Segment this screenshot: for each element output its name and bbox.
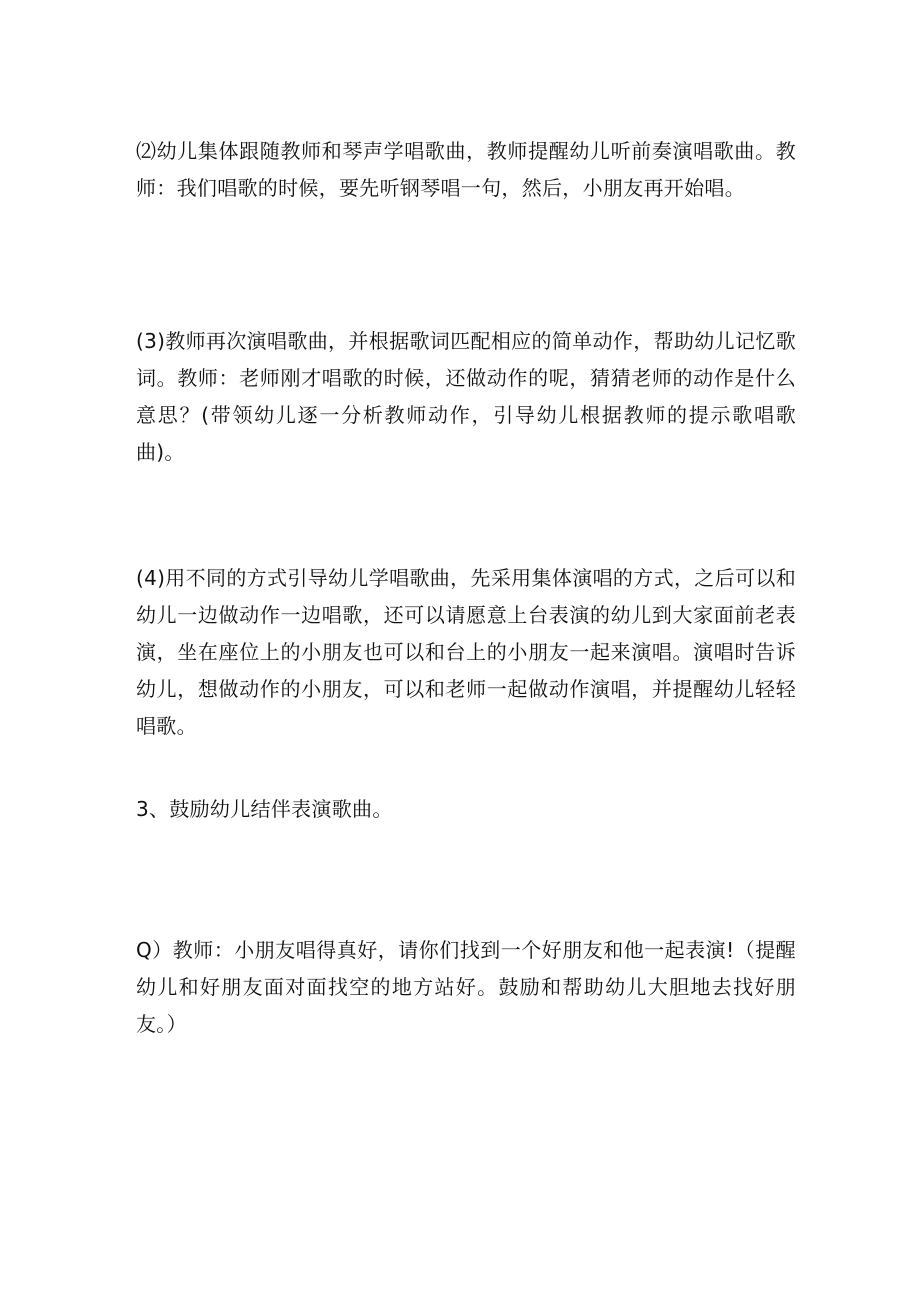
- paragraph-step-4: (4)用不同的方式引导幼儿学唱歌曲，先采用集体演唱的方式，之后可以和幼儿一边做动作一边唱歌，还可以请愿意上台表演的幼儿到大家面前老表演，坐在座位上的小朋友也可以和台上的小朋友一起来演唱。演唱时告诉幼儿，想做动作的小朋友，可以和老师一起做动作演唱，并提醒幼儿轻轻唱歌。: [136, 566, 796, 738]
- paragraph-pair-performance: Q）教师：小朋友唱得真好，请你们找到一个好朋友和他一起表演!（提醒幼儿和好朋友面对面找空的地方站好。鼓励和帮助幼儿大胆地去找好朋友。）: [136, 938, 796, 1036]
- paragraph-step-3: (3)教师再次演唱歌曲，并根据歌词匹配相应的简单动作，帮助幼儿记忆歌词。教师：老师刚才唱歌的时候，还做动作的呢，猜猜老师的动作是什么意思？(带领幼儿逐一分析教师动作，引导幼儿根据教师的提示歌唱歌曲)。: [136, 329, 796, 464]
- section-heading-3: 3、鼓励幼儿结伴表演歌曲。: [136, 797, 393, 821]
- paragraph-step-2: ⑵幼儿集体跟随教师和琴声学唱歌曲，教师提醒幼儿听前奏演唱歌曲。教师：我们唱歌的时候，要先听钢琴唱一句，然后，小朋友再开始唱。: [136, 139, 796, 200]
